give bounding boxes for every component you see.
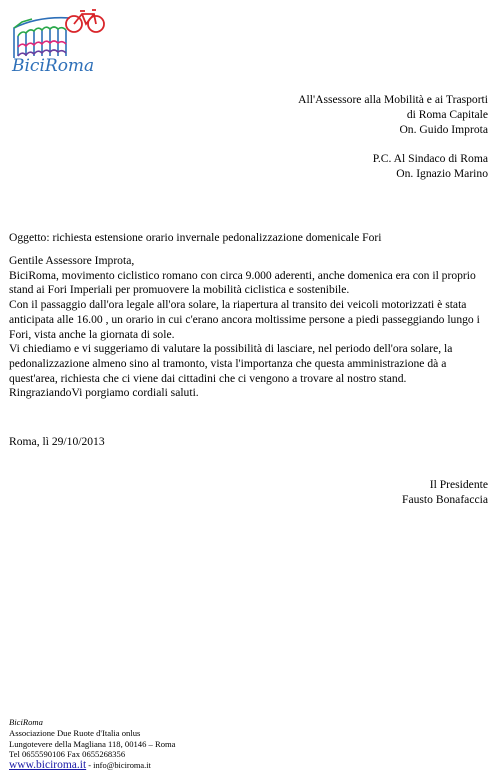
footer-association: Associazione Due Ruote d'Italia onlus <box>9 727 141 738</box>
recipient-line: On. Guido Improta <box>399 123 488 136</box>
cc-line: P.C. Al Sindaco di Roma <box>372 152 488 165</box>
signature-title: Il Presidente <box>429 478 488 491</box>
body-paragraph: RingraziandoVi porgiamo cordiali saluti. <box>9 386 199 400</box>
biciroma-logo <box>8 6 108 82</box>
letter-body <box>9 254 491 401</box>
letter-date: Roma, lì 29/10/2013 <box>9 435 105 448</box>
logo-text: BiciRoma <box>12 56 95 76</box>
recipient-block <box>298 92 488 137</box>
recipient-line: di Roma Capitale <box>406 108 488 121</box>
letter-subject: Oggetto: richiesta estensione orario invernale pedonalizzazione domenicale Fori <box>9 231 382 244</box>
footer-website-link[interactable]: www.biciroma.it <box>9 759 87 772</box>
letter-greeting: Gentile Assessore Improta, <box>9 254 135 267</box>
letterhead-footer <box>9 717 176 772</box>
footer-email: - info@biciroma.it <box>86 761 151 771</box>
footer-phone: Tel 0655590106 Fax 0655268356 <box>9 749 126 760</box>
body-paragraph: BiciRoma, movimento ciclistico romano con circa 9.000 aderenti, anche domenica era con il proprio stand ai Fori Imperiali per promuovere la mobilità ciclistica e sostenibile. <box>9 268 476 297</box>
footer-contact-line <box>9 760 176 772</box>
footer-brand: BiciRoma <box>9 717 43 727</box>
cc-block <box>373 151 488 181</box>
signature-block <box>402 477 488 507</box>
cc-line: On. Ignazio Marino <box>396 167 488 180</box>
signature-name: Fausto Bonafaccia <box>402 493 488 506</box>
recipient-line: All'Assessore alla Mobilità e ai Trasporti <box>298 93 488 106</box>
footer-address: Lungotevere della Magliana 118, 00146 – Roma <box>9 738 176 749</box>
body-paragraph: Con il passaggio dall'ora legale all'ora solare, la riapertura al transito dei veicoli motorizzati è stata anticipata alle 16.00 , un orario in cui c'erano ancora moltissime persone a piedi passeggiando lungo i Fori, vista anche la giornata di sole. <box>9 298 480 341</box>
body-paragraph: Vi chiediamo e vi suggeriamo di valutare la possibilità di lasciare, nel periodo dell'ora solare, la pedonalizzazione almeno sino al tramonto, vista l'importanza che questa amministrazione dà a quest'area, richiesta che ci viene dai cittadini che ci vengono a trovare al nostro stand. <box>9 342 453 385</box>
